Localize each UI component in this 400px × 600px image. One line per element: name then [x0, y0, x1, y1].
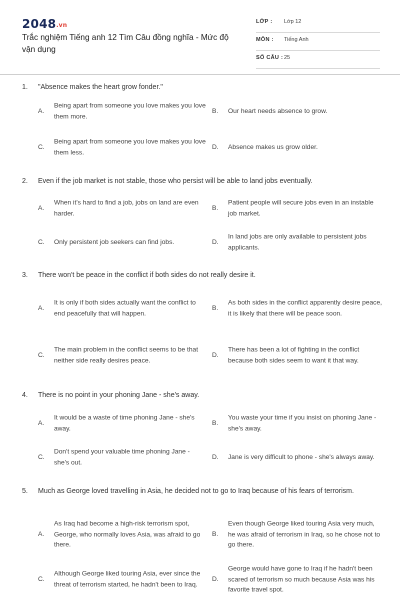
answer-option-c[interactable]: C. The main problem in the conflict seems to be that neither side really desires peace. — [38, 346, 199, 364]
question-stem: 5. Much as George loved travelling in Asia, he decided not to go to Iraq because of his fears of terrorism. — [22, 488, 354, 495]
answer-option-d[interactable]: D. Absence makes us grow older. — [212, 143, 318, 151]
meta-info — [256, 15, 380, 69]
answer-option-b[interactable]: B. As both sides in the conflict apparently desire peace, it is likely that there will be peace soon. — [212, 299, 382, 317]
page-header — [0, 0, 400, 72]
site-logo[interactable] — [22, 17, 67, 31]
page-title: Trắc nghiệm Tiếng anh 12 Tìm Câu đồng nghĩa - Mức độ vận dụng — [22, 33, 229, 54]
answer-option-a[interactable]: A. As Iraq had become a high-risk terrorism spot, George, who normally loves Asia, was afraid to go there. — [38, 520, 201, 549]
meta-value: Lớp 12 — [284, 19, 302, 25]
answer-option-c[interactable]: C. Only persistent job seekers can find jobs. — [38, 238, 175, 246]
answer-option-d[interactable]: D. Jane is very difficult to phone - she's always away. — [212, 453, 375, 461]
answer-option-a[interactable]: A. Being apart from someone you love makes you love them more. — [38, 102, 206, 120]
answer-option-c[interactable]: C. Being apart from someone you love makes you love them less. — [38, 138, 206, 156]
answer-option-b[interactable]: B. You waste your time if you insist on phoning Jane - she's away. — [212, 414, 377, 432]
logo-number: 2048 — [22, 17, 57, 31]
answer-option-b[interactable]: B. Patient people will secure jobs even in an instable job market. — [212, 199, 374, 217]
question-stem: 2. Even if the job market is not stable, those who persist will be able to land jobs eventually. — [22, 178, 313, 185]
question-stem: 1. "Absence makes the heart grow fonder." — [22, 84, 163, 91]
logo-domain: .vn — [56, 22, 68, 29]
answer-option-c[interactable]: C. Although George liked touring Asia, ever since the threat of terrorism started, he hadn't been to Iraq. — [38, 570, 201, 588]
meta-key: SỐ CÂU : — [256, 55, 284, 61]
meta-row-subject — [256, 33, 380, 51]
answer-option-b[interactable]: B. Even though George liked touring Asia very much, he was afraid of terrorism in Iraq, so he chose not to go there. — [212, 520, 381, 549]
answer-option-c[interactable]: C. Don't spend your valuable time phoning Jane - she's out. — [38, 448, 190, 466]
meta-value: Tiếng Anh — [284, 37, 309, 43]
question-stem: 3. There won't be peace in the conflict if both sides do not really desire it. — [22, 272, 256, 279]
answer-option-d[interactable]: D. In land jobs are only available to persistent jobs applicants. — [212, 233, 367, 251]
meta-row-class — [256, 15, 380, 33]
answer-option-d[interactable]: D. George would have gone to Iraq if he hadn't been scared of terrorism so much because Asia was his favorite travel spot. — [212, 565, 375, 594]
answer-option-b[interactable]: B. Our heart needs absence to grow. — [212, 107, 328, 115]
meta-value: 25 — [284, 55, 291, 61]
meta-row-count — [256, 51, 380, 69]
meta-key: LỚP : — [256, 19, 273, 25]
answer-option-a[interactable]: A. When it's hard to find a job, jobs on land are even harder. — [38, 199, 199, 217]
question-stem: 4. There is no point in your phoning Jane - she's away. — [22, 392, 200, 399]
answer-option-a[interactable]: A. It is only if both sides actually want the conflict to end peacefully that will happen. — [38, 299, 196, 317]
answer-option-d[interactable]: D. There has been a lot of fighting in the conflict because both sides seem to want it that way. — [212, 346, 360, 364]
meta-key: MÔN : — [256, 37, 274, 43]
header-divider — [0, 74, 400, 75]
answer-option-a[interactable]: A. It would be a waste of time phoning Jane - she's away. — [38, 414, 195, 432]
